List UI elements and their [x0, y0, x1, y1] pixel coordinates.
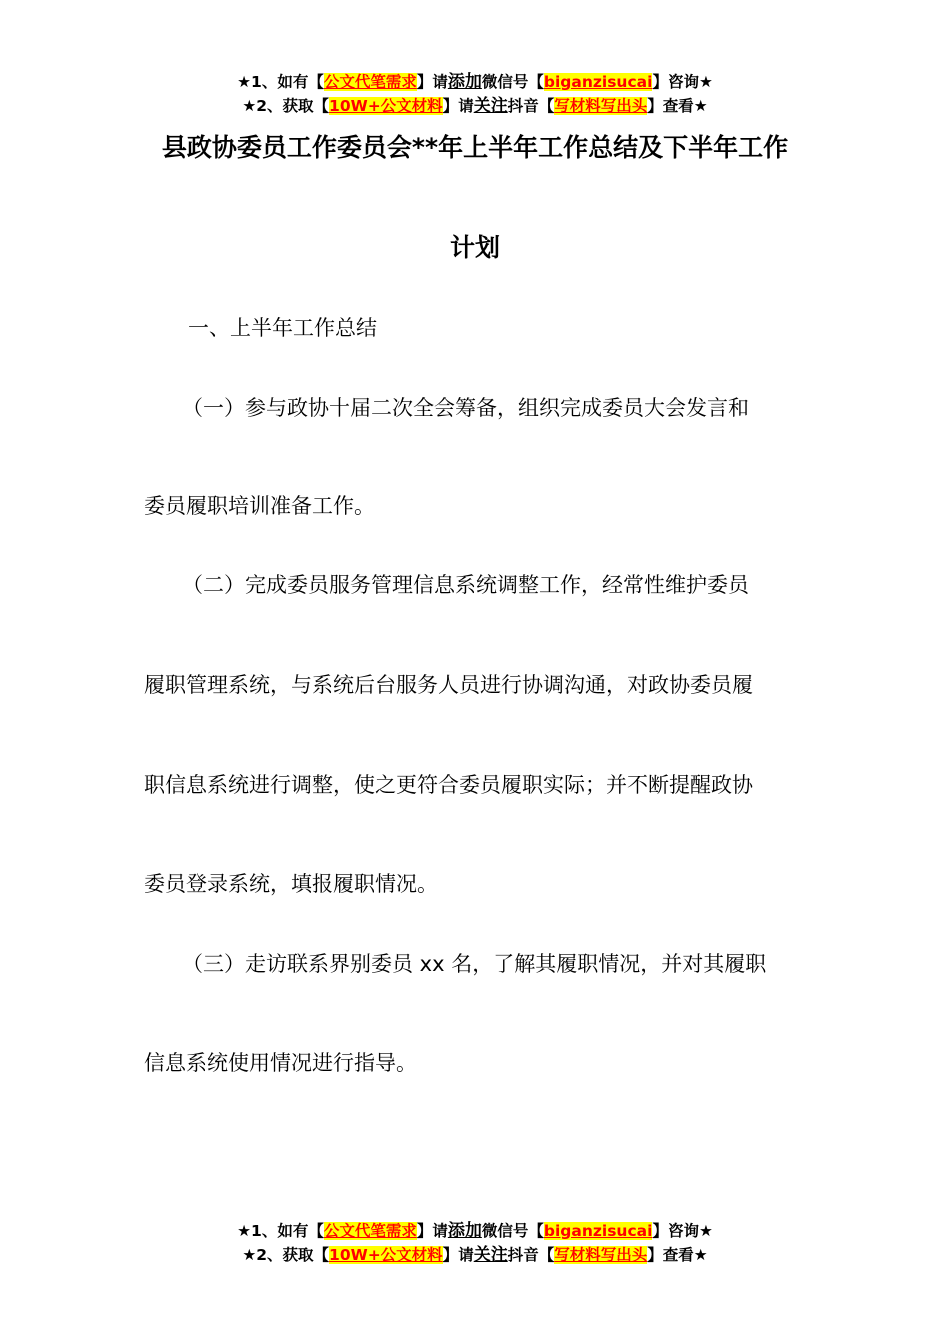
banner-text: 】咨询★	[652, 73, 713, 91]
banner-line-2	[0, 1243, 950, 1267]
banner-text: ★2、获取【	[242, 97, 330, 115]
paragraph-line: 委员履职培训准备工作。	[144, 494, 375, 518]
banner-douyin-id: 写材料写出头	[554, 1246, 648, 1264]
banner-text: 】查看★	[647, 97, 708, 115]
banner-text: 】咨询★	[652, 1222, 713, 1240]
banner-text: 抖音【	[507, 97, 555, 115]
banner-text: 抖音【	[507, 1246, 555, 1264]
paragraph-line: 职信息系统进行调整，使之更符合委员履职实际；并不断提醒政协	[144, 773, 753, 797]
banner-emphasis: 添加	[447, 72, 482, 92]
section-heading: 一、上半年工作总结	[188, 316, 377, 340]
banner-text: 】请	[442, 97, 474, 115]
banner-wechat-id: biganzisucai	[543, 1222, 653, 1240]
paragraph-line: 履职管理系统，与系统后台服务人员进行协调沟通，对政协委员履	[144, 673, 753, 697]
banner-text: 】请	[416, 73, 448, 91]
paragraph-line: （二）完成委员服务管理信息系统调整工作，经常性维护委员	[182, 573, 749, 597]
document-title-line-2: 计划	[449, 233, 500, 262]
banner-emphasis: 添加	[447, 1221, 482, 1241]
banner-highlight: 公文代笔需求	[323, 1222, 417, 1240]
banner-highlight: 10W+公文材料	[329, 97, 443, 115]
banner-douyin-id: 写材料写出头	[554, 97, 648, 115]
banner-highlight: 公文代笔需求	[323, 73, 417, 91]
banner-text: ★1、如有【	[237, 73, 324, 91]
bottom-banner	[0, 1219, 950, 1267]
banner-line-1	[0, 70, 950, 94]
banner-highlight: 10W+公文材料	[329, 1246, 443, 1264]
banner-text: 微信号【	[481, 1222, 544, 1240]
banner-text: 】请	[442, 1246, 474, 1264]
banner-text: ★1、如有【	[237, 1222, 324, 1240]
document-title-line-1: 县政协委员工作委员会**年上半年工作总结及下半年工作	[161, 133, 789, 162]
top-banner	[0, 70, 950, 118]
banner-emphasis: 关注	[473, 1245, 508, 1265]
paragraph-line: 信息系统使用情况进行指导。	[144, 1051, 417, 1075]
banner-text: ★2、获取【	[242, 1246, 330, 1264]
banner-line-1	[0, 1219, 950, 1243]
banner-emphasis: 关注	[473, 96, 508, 116]
banner-text: 微信号【	[481, 73, 544, 91]
banner-wechat-id: biganzisucai	[543, 73, 653, 91]
paragraph-line: 委员登录系统，填报履职情况。	[144, 872, 438, 896]
banner-text: 】查看★	[647, 1246, 708, 1264]
banner-text: 】请	[416, 1222, 448, 1240]
banner-line-2	[0, 94, 950, 118]
paragraph-line: （一）参与政协十届二次全会筹备，组织完成委员大会发言和	[182, 396, 749, 420]
paragraph-line: （三）走访联系界别委员 xx 名，了解其履职情况，并对其履职	[182, 952, 767, 976]
